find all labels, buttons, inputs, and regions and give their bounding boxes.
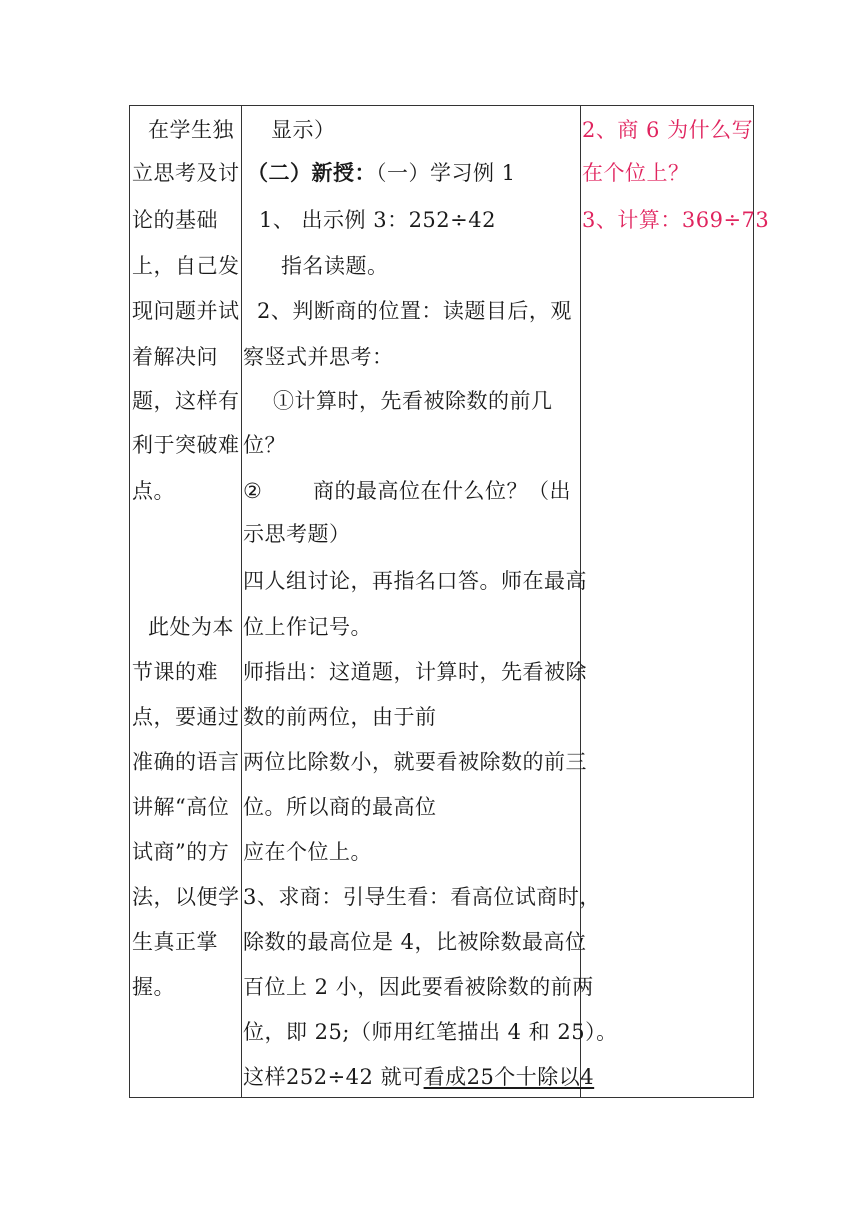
- process-line: 百位上 2 小，因此要看被除数的前两: [243, 975, 594, 999]
- process-line: 应在个位上。: [243, 840, 372, 864]
- process-line: 商的最高位在什么位？（出: [313, 479, 571, 503]
- process-line: 两位比除数小，就要看被除数的前三: [243, 750, 587, 774]
- process-line: ②: [243, 479, 263, 503]
- teaching-process-column: [243, 106, 618, 1097]
- note-line: 讲解“高位: [132, 795, 230, 819]
- note-line: 试商”的方: [132, 840, 230, 864]
- note-line: 现问题并试: [132, 299, 240, 323]
- note-line: 握。: [132, 975, 175, 999]
- note-line: 点。: [132, 479, 175, 503]
- note-line: 立思考及讨: [132, 161, 240, 185]
- process-line: 示思考题）: [243, 522, 351, 546]
- exercise-line: 2、商 6 为什么写: [582, 118, 754, 142]
- column-divider: [241, 106, 242, 1097]
- note-line: 上，自己发: [132, 254, 240, 278]
- note-line: 题，这样有: [132, 389, 240, 413]
- note-line: 点，要通过: [132, 705, 240, 729]
- process-line: 数的前两位，由于前: [243, 705, 437, 729]
- exercise-line: 3、计算：369÷73: [582, 208, 770, 232]
- process-line: 除数的最高位是 4，比被除数最高位: [243, 930, 587, 954]
- exercises-column: [582, 106, 770, 1097]
- process-line: 指名读题。: [281, 254, 389, 278]
- note-line: 论的基础: [132, 208, 218, 232]
- process-line: 显示）: [271, 118, 336, 142]
- process-line: [247, 158, 516, 188]
- note-line: 利于突破难: [132, 433, 240, 457]
- lesson-plan-table: [129, 105, 770, 1098]
- process-line: 位。所以商的最高位: [243, 795, 437, 819]
- process-line: [243, 1062, 594, 1092]
- exercise-line: 在个位上？: [582, 161, 690, 185]
- section-subheading: （一）学习例 1: [376, 161, 516, 185]
- process-line: ①计算时，先看被除数的前几: [273, 389, 553, 413]
- process-line: 位？: [243, 433, 286, 457]
- process-line: 师指出：这道题，计算时，先看被除: [243, 660, 587, 684]
- process-line: 1、 出示例 3：252÷42: [259, 208, 496, 232]
- design-notes-column: [130, 106, 241, 1097]
- process-text: 这样252÷42 就可: [243, 1065, 424, 1089]
- note-line: 节课的难: [132, 660, 218, 684]
- process-line: 四人组讨论，再指名口答。师在最高: [243, 569, 587, 593]
- note-line: 此处为本: [148, 615, 234, 639]
- process-line: 3、求商：引导生看：看高位试商时，: [243, 885, 601, 909]
- note-line: 生真正掌: [132, 930, 218, 954]
- note-line: 准确的语言: [132, 750, 240, 774]
- note-line: 法，以便学: [132, 885, 240, 909]
- underlined-text: 看成25个十除以4: [423, 1065, 595, 1089]
- note-line: 着解决问: [132, 345, 218, 369]
- process-line: 察竖式并思考：: [243, 345, 394, 369]
- note-line: 在学生独: [148, 118, 234, 142]
- process-line: 位，即 25;（师用红笔描出 4 和 25）。: [243, 1020, 618, 1044]
- section-heading: （二）新授：: [247, 160, 376, 185]
- process-line: 位上作记号。: [243, 615, 372, 639]
- process-line: 2、判断商的位置：读题目后，观: [257, 299, 572, 323]
